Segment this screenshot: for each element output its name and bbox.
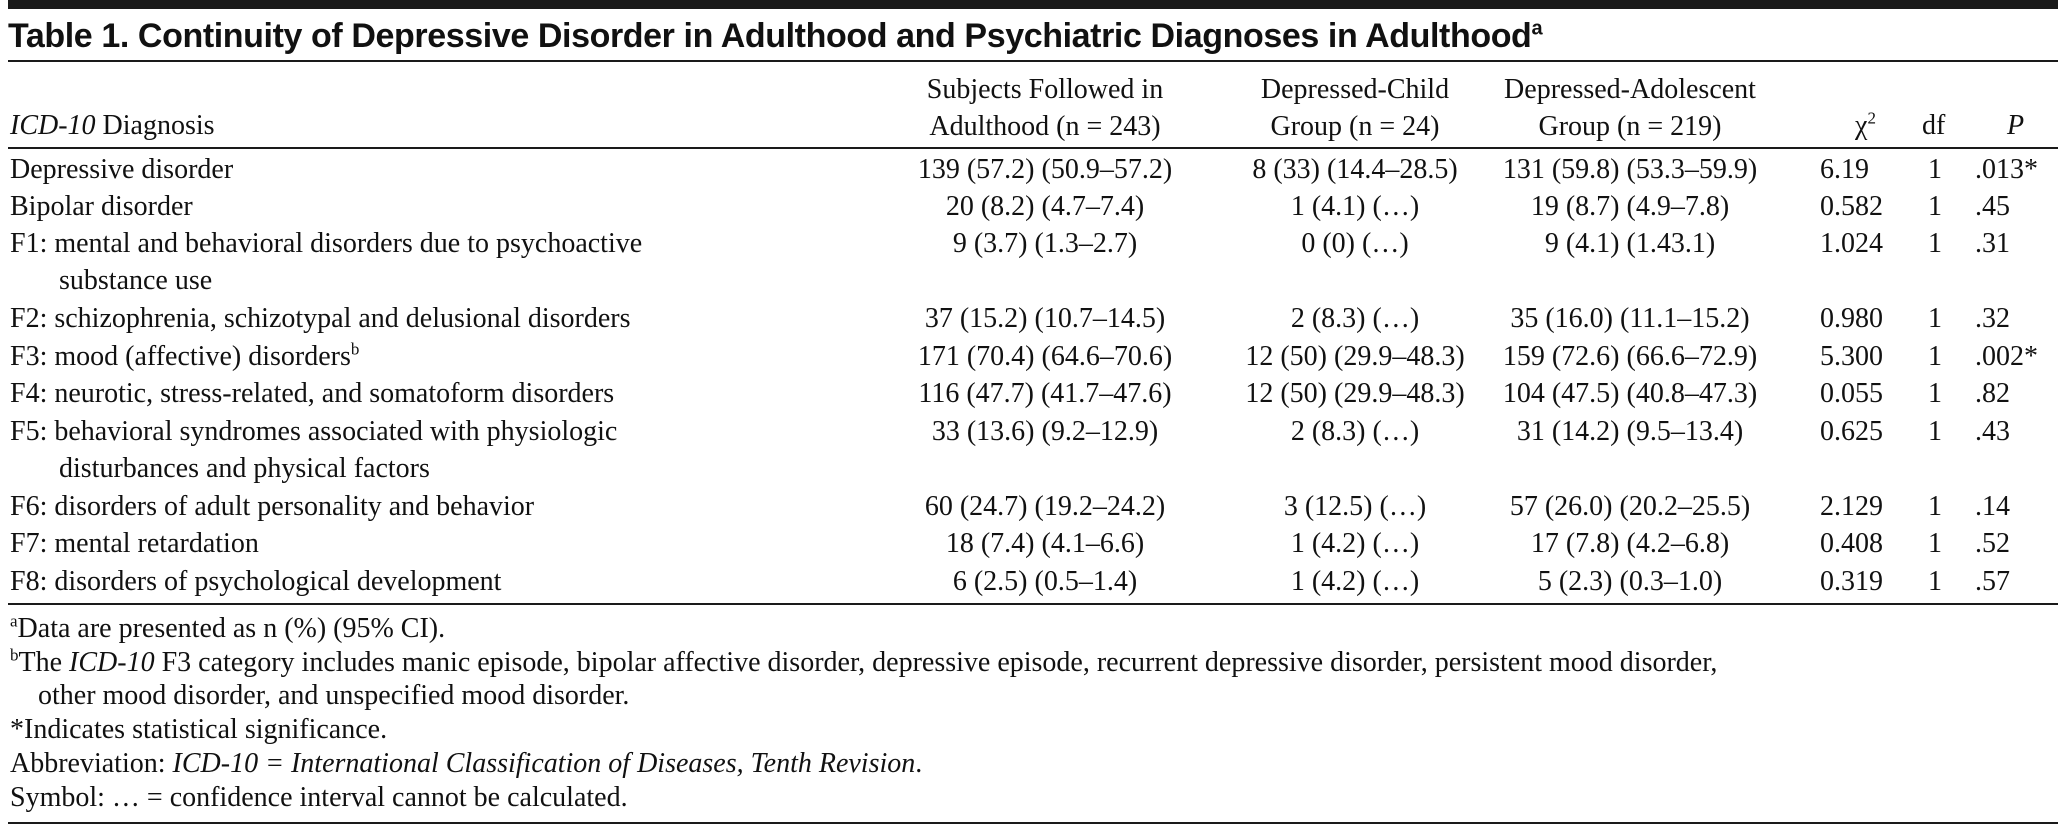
diagnosis-cell: F6: disorders of adult personality and behavior xyxy=(10,491,535,522)
bottom-rule xyxy=(8,822,2058,824)
subjects-cell: 6 (2.5) (0.5–1.4) xyxy=(952,566,1138,597)
child-cell: 3 (12.5) (…) xyxy=(1283,491,1427,522)
header-adolescent-group: Depressed-Adolescent Group (n = 219) xyxy=(1504,74,1756,142)
df-cell: 1 xyxy=(1928,228,1942,259)
subjects-cell: 33 (13.6) (9.2–12.9) xyxy=(931,416,1159,447)
diagnosis-cell: F5: behavioral syndromes associated with physiologic disturbances and physical factors xyxy=(10,416,618,484)
diagnosis-cell: Bipolar disorder xyxy=(10,191,193,222)
child-cell: 2 (8.3) (…) xyxy=(1290,416,1420,447)
subjects-cell: 18 (7.4) (4.1–6.6) xyxy=(945,528,1145,559)
df-cell: 1 xyxy=(1928,566,1942,597)
df-cell: 1 xyxy=(1928,303,1942,334)
p-cell: .82 xyxy=(1975,378,2010,409)
chi-cell: 0.582 xyxy=(1820,191,1883,222)
p-cell: .14 xyxy=(1975,491,2010,522)
adolescent-cell: 104 (47.5) (40.8–47.3) xyxy=(1502,378,1758,409)
child-cell: 1 (4.2) (…) xyxy=(1290,566,1420,597)
child-cell: 12 (50) (29.9–48.3) xyxy=(1245,341,1465,372)
p-cell: .52 xyxy=(1975,528,2010,559)
adolescent-cell: 57 (26.0) (20.2–25.5) xyxy=(1509,491,1751,522)
chi-cell: 0.980 xyxy=(1820,303,1883,334)
footnote-abbreviation: Abbreviation: ICD-10 = International Classification of Diseases, Tenth Revision. xyxy=(10,748,923,779)
top-rule xyxy=(8,0,2058,9)
header-subjects: Subjects Followed in Adulthood (n = 243) xyxy=(926,74,1164,142)
child-cell: 1 (4.2) (…) xyxy=(1290,528,1420,559)
subjects-cell: 139 (57.2) (50.9–57.2) xyxy=(917,154,1173,185)
child-cell: 8 (33) (14.4–28.5) xyxy=(1252,154,1458,185)
footnote-symbol: Symbol: … = confidence interval cannot be calculated. xyxy=(10,782,628,813)
subjects-cell: 20 (8.2) (4.7–7.4) xyxy=(945,191,1145,222)
header-p: P xyxy=(2007,110,2025,141)
footnote-b: $^b$The ICD-10 F3 category includes manic episode, bipolar affective disorder, depressive episode, recurrent depressive disorder, persistent mood disorder, other mood disorder, and unspecified mood disorder. xyxy=(10,645,1718,711)
diagnosis-cell: F1: mental and behavioral disorders due to psychoactive substance use xyxy=(10,228,643,296)
title-rule xyxy=(8,60,2058,62)
df-cell: 1 xyxy=(1928,154,1942,185)
adolescent-cell: 9 (4.1) (1.43.1) xyxy=(1544,228,1716,259)
p-cell: .43 xyxy=(1975,416,2010,447)
chi-cell: 0.055 xyxy=(1820,378,1883,409)
p-cell: .45 xyxy=(1975,191,2010,222)
diagnosis-cell: F3: mood (affective) disorders$^b$ xyxy=(10,339,360,372)
adolescent-cell: 31 (14.2) (9.5–13.4) xyxy=(1516,416,1744,447)
chi-cell: 5.300 xyxy=(1820,341,1883,372)
chi-cell: 0.625 xyxy=(1820,416,1883,447)
p-cell: .32 xyxy=(1975,303,2010,334)
diagnosis-cell: F4: neurotic, stress-related, and somatoform disorders xyxy=(10,378,615,409)
adolescent-cell: 159 (72.6) (66.6–72.9) xyxy=(1502,341,1758,372)
child-cell: 2 (8.3) (…) xyxy=(1290,303,1420,334)
chi-cell: 0.319 xyxy=(1820,566,1883,597)
diagnosis-cell: F2: schizophrenia, schizotypal and delusional disorders xyxy=(10,303,631,334)
adolescent-cell: 35 (16.0) (11.1–15.2) xyxy=(1510,303,1750,334)
header-rule xyxy=(8,147,2058,149)
df-cell: 1 xyxy=(1928,491,1942,522)
diagnosis-cell: Depressive disorder xyxy=(10,154,234,185)
footnote-a: $^a$Data are presented as n (%) (95% CI). xyxy=(10,611,446,644)
adolescent-cell: 17 (7.8) (4.2–6.8) xyxy=(1530,528,1730,559)
table-bottom-rule xyxy=(8,603,2058,605)
subjects-cell: 37 (15.2) (10.7–14.5) xyxy=(924,303,1166,334)
header-df: df xyxy=(1922,110,1946,141)
subjects-cell: 9 (3.7) (1.3–2.7) xyxy=(952,228,1138,259)
adolescent-cell: 131 (59.8) (53.3–59.9) xyxy=(1502,154,1758,185)
df-cell: 1 xyxy=(1928,416,1942,447)
p-cell: .002* xyxy=(1975,341,2038,372)
footnote-significance: *Indicates statistical significance. xyxy=(10,714,388,745)
subjects-cell: 60 (24.7) (19.2–24.2) xyxy=(924,491,1166,522)
header-chi-square: $\chi^2$ xyxy=(1855,108,1876,141)
chi-cell: 1.024 xyxy=(1820,228,1883,259)
chi-cell: 6.19 xyxy=(1820,154,1869,185)
adolescent-cell: 19 (8.7) (4.9–7.8) xyxy=(1530,191,1730,222)
header-child-group: Depressed-Child Group (n = 24) xyxy=(1260,74,1450,142)
df-cell: 1 xyxy=(1928,341,1942,372)
table-title: Table 1. Continuity of Depressive Disorder in Adulthood and Psychiatric Diagnoses in Adulthood$^a$ xyxy=(8,17,1543,55)
chi-cell: 0.408 xyxy=(1820,528,1883,559)
child-cell: 1 (4.1) (…) xyxy=(1290,191,1420,222)
header-diagnosis: ICD-10 Diagnosis xyxy=(10,110,215,141)
subjects-cell: 171 (70.4) (64.6–70.6) xyxy=(917,341,1173,372)
p-cell: .57 xyxy=(1975,566,2010,597)
diagnosis-cell: F7: mental retardation xyxy=(10,528,259,559)
p-cell: .013* xyxy=(1975,154,2038,185)
df-cell: 1 xyxy=(1928,378,1942,409)
diagnosis-cell: F8: disorders of psychological development xyxy=(10,566,502,597)
subjects-cell: 116 (47.7) (41.7–47.6) xyxy=(918,378,1172,409)
child-cell: 12 (50) (29.9–48.3) xyxy=(1245,378,1465,409)
df-cell: 1 xyxy=(1928,528,1942,559)
p-cell: .31 xyxy=(1975,228,2010,259)
adolescent-cell: 5 (2.3) (0.3–1.0) xyxy=(1537,566,1723,597)
child-cell: 0 (0) (…) xyxy=(1301,228,1409,259)
chi-cell: 2.129 xyxy=(1820,491,1883,522)
df-cell: 1 xyxy=(1928,191,1942,222)
